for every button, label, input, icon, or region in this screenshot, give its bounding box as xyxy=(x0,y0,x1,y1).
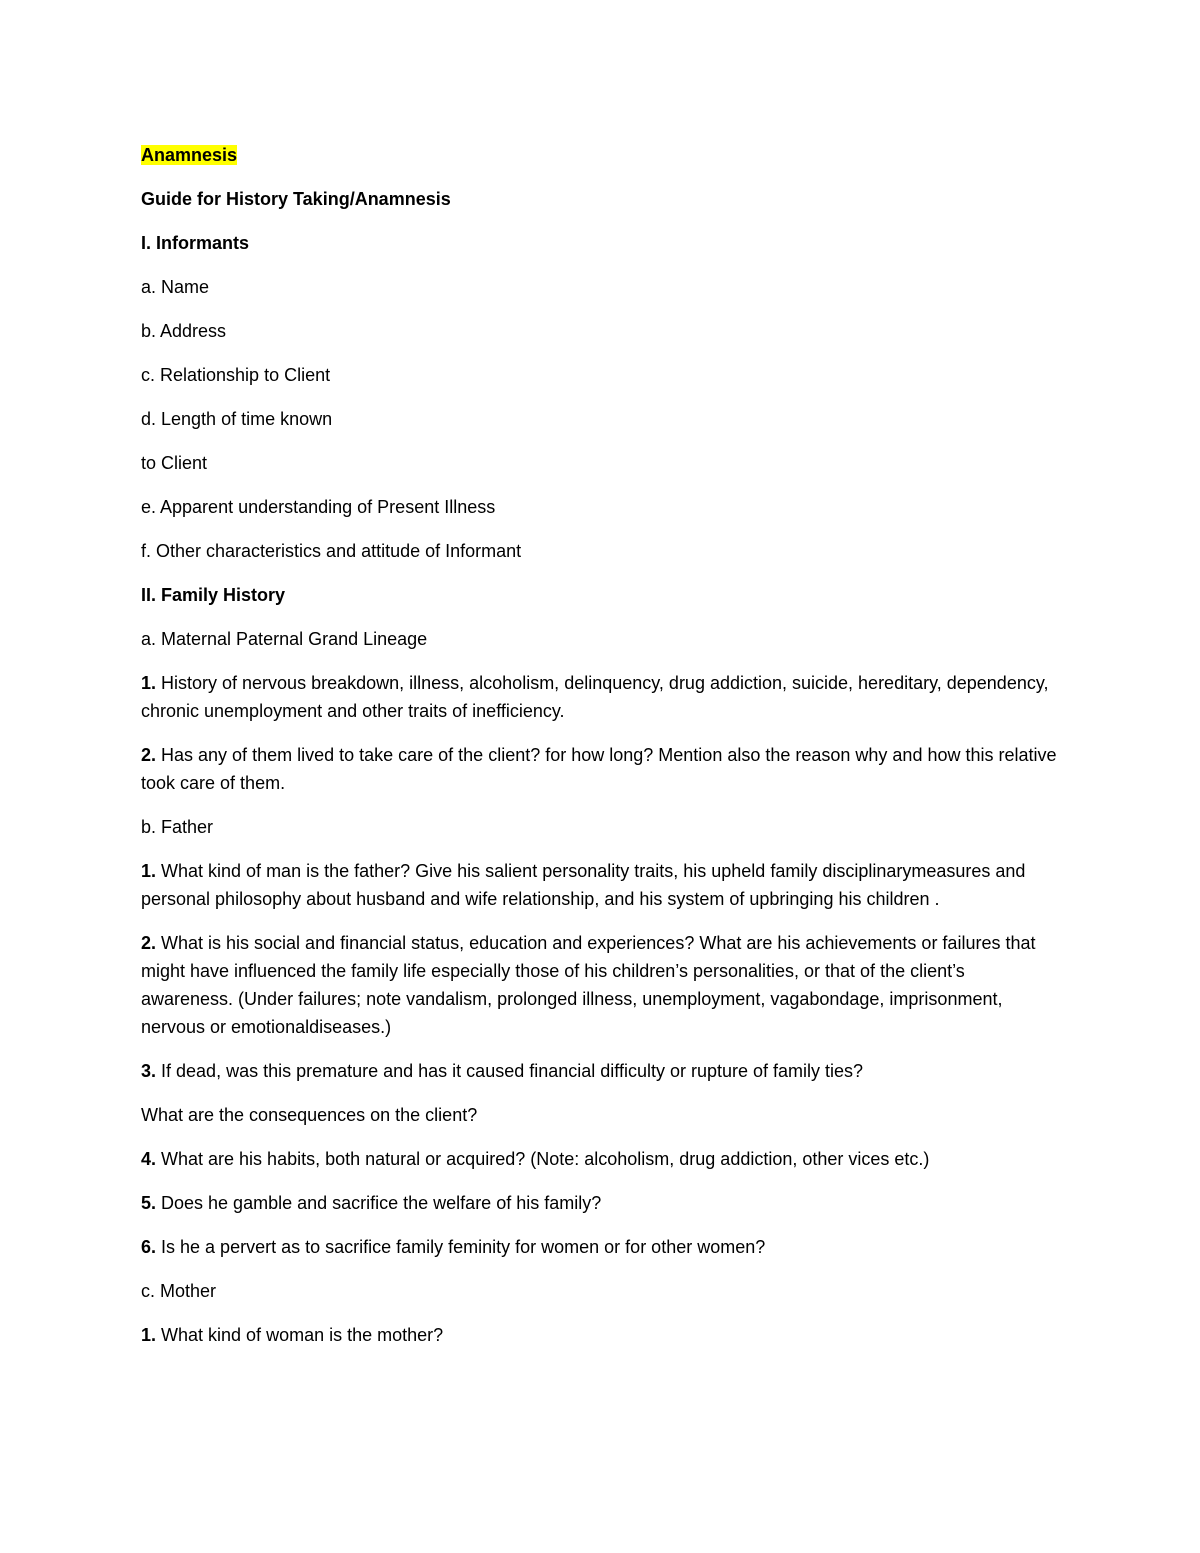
informant-item-address: b. Address xyxy=(141,321,227,341)
father-question: 1. What kind of man is the father? Give his salient personality traits, his upheld family disciplinarymeasures and personal philosophy about husband and wife relationship, and his system of upbringing his children . xyxy=(141,861,1026,909)
father-question: 6. Is he a pervert as to sacrifice family feminity for women or for other women? xyxy=(141,1237,766,1257)
father-question-continuation: What are the consequences on the client? xyxy=(141,1105,478,1125)
informant-item-length-known: d. Length of time known xyxy=(141,409,333,429)
informant-item-characteristics: f. Other characteristics and attitude of Informant xyxy=(141,541,522,561)
subsection-heading-lineage: a. Maternal Paternal Grand Lineage xyxy=(141,629,428,649)
section-heading-informants: I. Informants xyxy=(141,233,250,253)
subsection-heading-father: b. Father xyxy=(141,817,214,837)
father-question: 4. What are his habits, both natural or acquired? (Note: alcoholism, drug addiction, other vices etc.) xyxy=(141,1149,930,1169)
informant-item-name: a. Name xyxy=(141,277,210,297)
mother-question: 1. What kind of woman is the mother? xyxy=(141,1325,444,1345)
father-question: 5. Does he gamble and sacrifice the welfare of his family? xyxy=(141,1193,602,1213)
informant-item-understanding: e. Apparent understanding of Present Illness xyxy=(141,497,496,517)
document-content xyxy=(141,141,1061,1365)
father-question: 3. If dead, was this premature and has it caused financial difficulty or rupture of family ties? xyxy=(141,1061,864,1081)
informant-item-relationship: c. Relationship to Client xyxy=(141,365,331,385)
section-heading-family-history: II. Family History xyxy=(141,585,286,605)
document-title: Anamnesis xyxy=(141,145,238,165)
informant-item-length-known-cont: to Client xyxy=(141,453,208,473)
lineage-question: 2. Has any of them lived to take care of the client? for how long? Mention also the reason why and how this relative took care of them. xyxy=(141,745,1057,793)
father-question: 2. What is his social and financial status, education and experiences? What are his achievements or failures that might have influenced the family life especially those of his children’s personalities, or that of the client’s awareness. (Under failures; note vandalism, prolonged illness, unemployment, vagabondage, imprisonment, nervous or emotionaldiseases.) xyxy=(141,933,1036,1037)
document-subtitle: Guide for History Taking/Anamnesis xyxy=(141,189,451,209)
subsection-heading-mother: c. Mother xyxy=(141,1281,217,1301)
lineage-question: 1. History of nervous breakdown, illness, alcoholism, delinquency, drug addiction, suicide, hereditary, dependency, chronic unemployment and other traits of inefficiency. xyxy=(141,673,1049,721)
